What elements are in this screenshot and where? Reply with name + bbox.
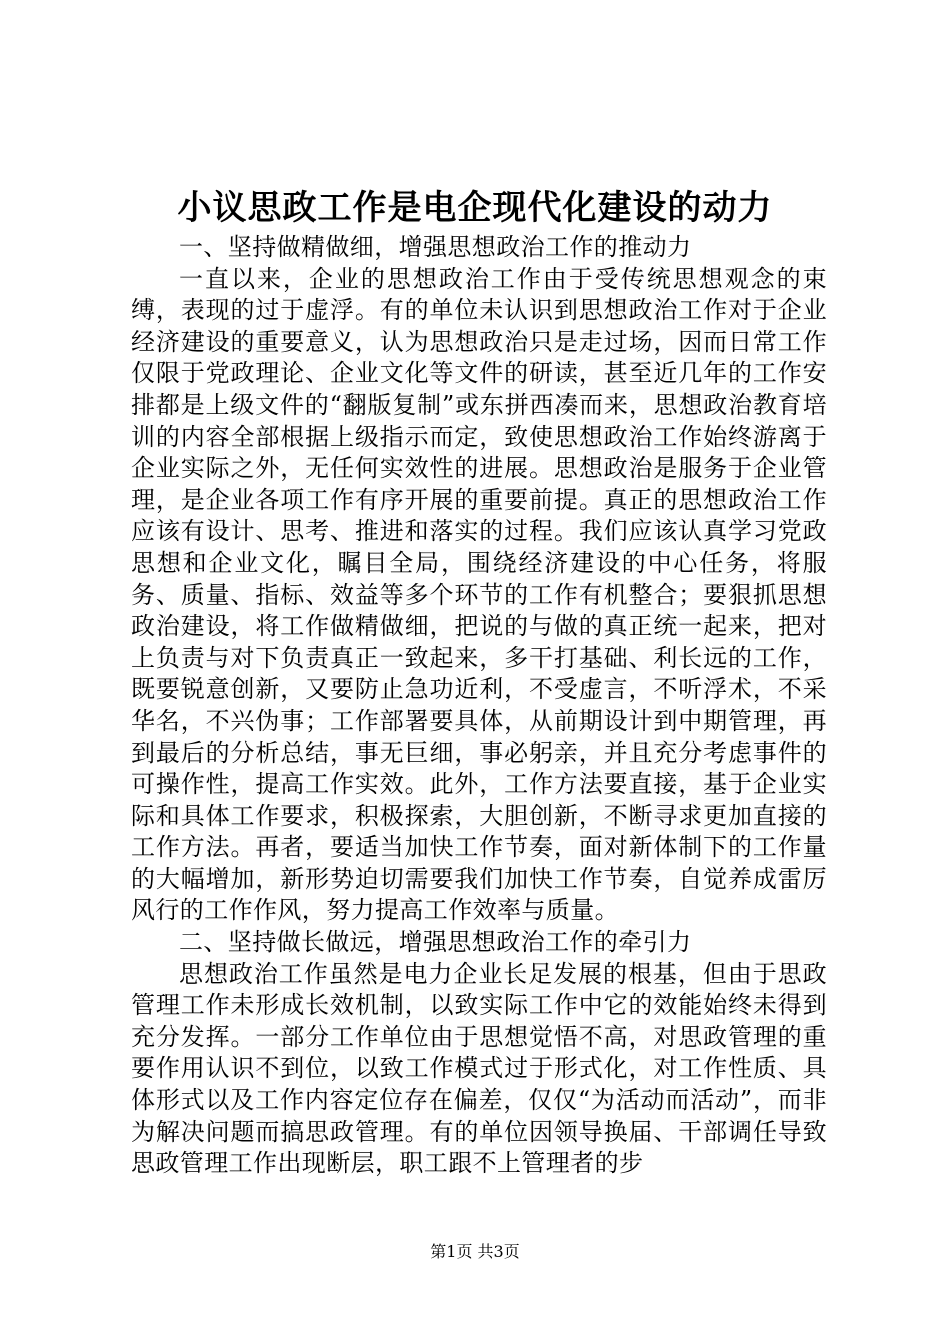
- page-footer: 第1页 共3页: [430, 1242, 520, 1261]
- document-title: 小议思政工作是电企现代化建设的动力: [177, 188, 773, 228]
- paragraph: 一直以来，企业的思想政治工作由于受传统思想观念的束缚，表现的过于虚浮。有的单位未认识到思想政治工作对于企业经济建设的重要意义，认为思想政治只是走过场，因而日常工作仅限于党政理论、企业文化等文件的研读，甚至近几年的工作安排都是上级文件的“翻版复制”或东拼西凑而来，思想政治教育培训的内容全部根据上级指示而定，致使思想政治工作始终游离于企业实际之外，无任何实效性的进展。思想政治是服务于企业管理，是企业各项工作有序开展的重要前提。真正的思想政治工作应该有设计、思考、推进和落实的过程。我们应该认真学习党政思想和企业文化，瞩目全局，围绕经济建设的中心任务，将服务、质量、指标、效益等多个环节的工作有机整合；要狠抓思想政治建设，将工作做精做细，把说的与做的真正统一起来，把对上负责与对下负责真正一致起来，多干打基础、利长远的工作，既要锐意创新，又要防止急功近利，不受虚言，不听浮术，不采华名，不兴伪事；工作部署要具体，从前期设计到中期管理，再到最后的分析总结，事无巨细，事必躬亲，并且充分考虑事件的可操作性，提高工作实效。此外，工作方法要直接，基于企业实际和具体工作要求，积极探索，大胆创新，不断寻求更加直接的工作方法。再者，要适当加快工作节奏，面对新体制下的工作量的大幅增加，新形势迫切需要我们加快工作节奏，自觉养成雷厉风行的工作作风，努力提高工作效率与质量。: [131, 264, 827, 925]
- paragraph: 思想政治工作虽然是电力企业长足发展的根基，但由于思政管理工作未形成长效机制，以致实际工作中它的效能始终未得到充分发挥。一部分工作单位由于思想觉悟不高，对思政管理的重要作用认识不到位，以致工作模式过于形式化，对工作性质、具体形式以及工作内容定位存在偏差，仅仅“为活动而活动”，而非为解决问题而搞思政管理。有的单位因领导换届、干部调任导致思政管理工作出现断层，职工跟不上管理者的步: [131, 959, 827, 1178]
- section-heading: 二、坚持做长做远，增强思想政治工作的牵引力: [179, 928, 692, 957]
- document-body: [131, 232, 827, 1180]
- section-heading: 一、坚持做精做细，增强思想政治工作的推动力: [179, 233, 692, 261]
